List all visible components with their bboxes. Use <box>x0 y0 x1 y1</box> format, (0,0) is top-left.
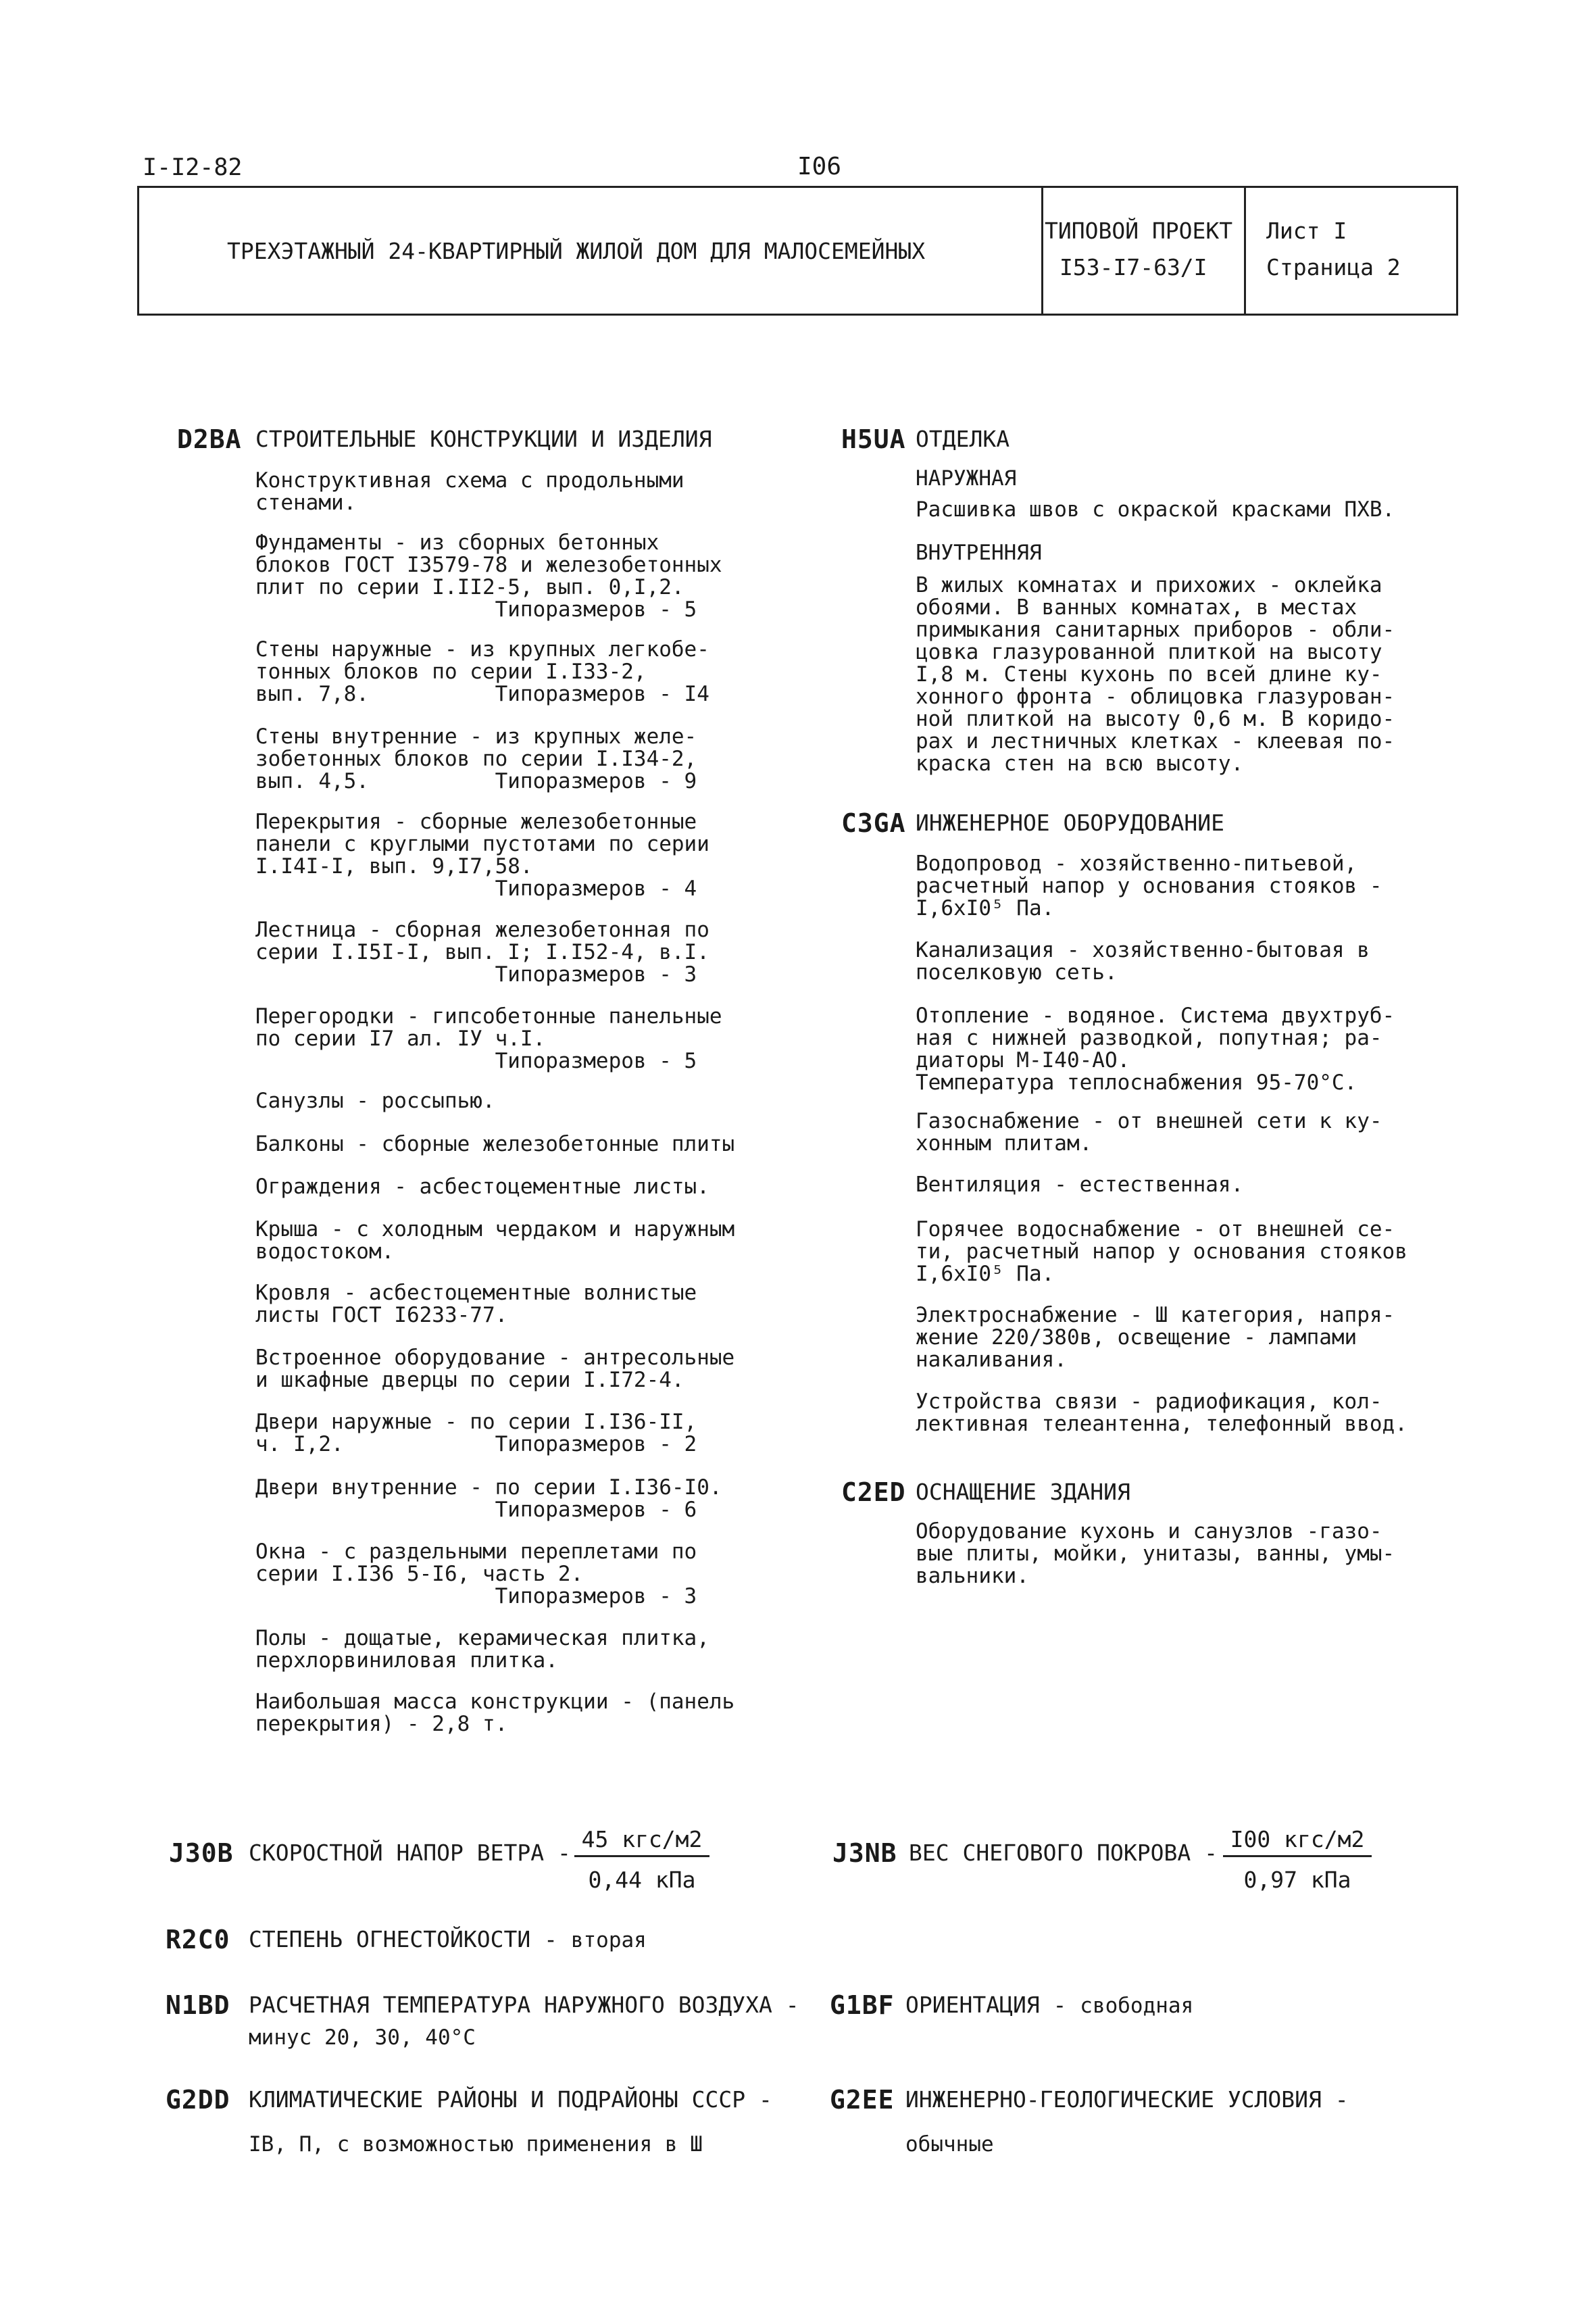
list-item: Газоснабжение - от внешней сети к ку- хонным плитам. <box>916 1109 1382 1156</box>
list-item: Встроенное оборудование - антресольные и шкафные дверцы по серии I.I72-4. <box>255 1346 735 1392</box>
param-code: J3NB <box>832 1838 897 1868</box>
list-item: Полы - дощатые, керамическая плитка, перхлорвиниловая плитка. <box>255 1626 709 1673</box>
list-item: Вентиляция - естественная. <box>916 1173 1244 1197</box>
orientation <box>905 1992 1193 2018</box>
param-code: G1BF <box>830 1990 895 2020</box>
snow-value-kgf: I00 кгс/м2 <box>1223 1826 1372 1857</box>
param-code: R2C0 <box>166 1925 230 1954</box>
temp-label: РАСЧЕТНАЯ ТЕМПЕРАТУРА НАРУЖНОГО ВОЗДУХА - <box>249 1992 799 2018</box>
list-item: Конструктивная схема с продольными стенами. <box>255 468 684 515</box>
doc-code: I-I2-82 <box>143 154 243 181</box>
snow-label: ВЕС СНЕГОВОГО ПОКРОВА - <box>909 1840 1218 1866</box>
list-item: Кровля - асбестоцементные волнистые листы ГОСТ I6233-77. <box>255 1281 697 1327</box>
fire-resistance <box>249 1926 647 1952</box>
list-item: Горячее водоснабжение - от внешней се- ти, расчетный напор у основания стояков I,6xI0⁵ Па. <box>916 1217 1407 1286</box>
list-item: Стены внутренние - из крупных желе- зобетонных блоков по серии I.I34-2, вып. 4,5. Типоразмеров - 9 <box>255 724 697 793</box>
list-item: Двери внутренние - по серии I.I36-I0. Типоразмеров - 6 <box>255 1475 722 1522</box>
section-code: C3GA <box>841 808 906 838</box>
temp-value: минус 20, 30, 40°С <box>249 2025 476 2050</box>
snow-value-kpa: 0,97 кПа <box>1243 1867 1351 1893</box>
page-number: I06 <box>797 153 842 180</box>
list-item: Водопровод - хозяйственно-питьевой, расчетный напор у основания стояков - I,6xI0⁵ Па. <box>916 852 1382 920</box>
document-title: ТРЕХЭТАЖНЫЙ 24-КВАРТИРНЫЙ ЖИЛОЙ ДОМ ДЛЯ МАЛОСЕМЕЙНЫХ <box>227 238 926 264</box>
climate-label: КЛИМАТИЧЕСКИЕ РАЙОНЫ И ПОДРАЙОНЫ СССР - <box>249 2086 772 2113</box>
section-code: D2BA <box>177 424 242 454</box>
geology-label: ИНЖЕНЕРНО-ГЕОЛОГИЧЕСКИЕ УСЛОВИЯ - <box>905 2086 1349 2113</box>
equipment-text: Оборудование кухонь и санузлов -газо- вые плиты, мойки, унитазы, ванны, умы- вальники. <box>916 1519 1395 1588</box>
list-item: Электроснабжение - Ш категория, напря- жение 220/380в, освещение - лампами накаливания. <box>916 1303 1395 1372</box>
list-item: Балконы - сборные железобетонные плиты <box>255 1132 735 1156</box>
page-of-sheet: Страница 2 <box>1266 254 1401 280</box>
title-block <box>137 186 1458 316</box>
wind-value-kpa: 0,44 кПа <box>588 1867 696 1893</box>
subheading-inner: ВНУТРЕННЯЯ <box>916 541 1042 565</box>
list-item: Фундаменты - из сборных бетонных блоков ГОСТ I3579-78 и железобетонных плит по серии I.II2-5, вып. 0,I,2. Типоразмеров - 5 <box>255 531 722 622</box>
list-item: Отопление - водяное. Система двухтруб- ная с нижней разводкой, попутная; ра- диаторы М-I40-АО. Температура теплоснабжения 95-70°С. <box>916 1004 1395 1095</box>
param-code: N1BD <box>166 1990 230 2020</box>
finish-inner-text: В жилых комнатах и прихожих - оклейка обоями. В ванных комнатах, в местах примыкания санитарных приборов - обли- цовка глазурованной плиткой на высоту I,8 м. Стены кухонь по всей длине ку- хонного фронта - облицовка глазурован- ной плиткой на высоту 0,6 м. В коридо- рах и лестничных клетках - клеевая по- краска стен на всю высоту. <box>916 573 1395 776</box>
subheading-outer: НАРУЖНАЯ <box>916 466 1017 491</box>
section-code: H5UA <box>841 424 906 454</box>
list-item: Крыша - с холодным чердаком и наружным водостоком. <box>255 1217 735 1264</box>
fire-value: вторая <box>570 1928 647 1952</box>
project-number: I53-I7-63/I <box>1059 254 1207 280</box>
snow-value <box>1223 1826 1372 1893</box>
project-label: ТИПОВОЙ ПРОЕКТ <box>1045 218 1233 244</box>
param-code: G2EE <box>830 2085 895 2115</box>
section-heading: СТРОИТЕЛЬНЫЕ КОНСТРУКЦИИ И ИЗДЕЛИЯ <box>255 426 712 452</box>
fire-label: СТЕПЕНЬ ОГНЕСТОЙКОСТИ - <box>249 1926 571 1952</box>
list-item: Двери наружные - по серии I.I36-II, ч. I,2. Типоразмеров - 2 <box>255 1410 697 1456</box>
orientation-value: свободная <box>1080 1994 1194 2018</box>
orientation-label: ОРИЕНТАЦИЯ - <box>905 1992 1080 2018</box>
finish-outer-text: Расшивка швов с окраской красками ПХВ. <box>916 497 1395 522</box>
list-item: Перегородки - гипсобетонные панельные по серии I7 ал. IУ ч.I. Типоразмеров - 5 <box>255 1004 722 1073</box>
wind-label: СКОРОСТНОЙ НАПОР ВЕТРА - <box>249 1840 571 1866</box>
list-item: Перекрытия - сборные железобетонные панели с круглыми пустотами по серии I.I4I-I, вып. 9,I7,58. Типоразмеров - 4 <box>255 810 709 901</box>
list-item: Санузлы - россыпью. <box>255 1089 495 1113</box>
param-code: J30B <box>169 1838 234 1868</box>
list-item: Канализация - хозяйственно-бытовая в поселковую сеть. <box>916 938 1370 985</box>
list-item: Устройства связи - радиофикация, кол- лективная телеантенна, телефонный ввод. <box>916 1389 1407 1436</box>
section-heading: ИНЖЕНЕРНОЕ ОБОРУДОВАНИЕ <box>916 810 1224 836</box>
wind-value-kgf: 45 кгс/м2 <box>574 1826 709 1857</box>
geology-value: обычные <box>905 2132 994 2157</box>
section-heading: ОТДЕЛКА <box>916 426 1010 452</box>
sheet-number: Лист I <box>1266 218 1347 244</box>
list-item: Ограждения - асбестоцементные листы. <box>255 1175 709 1199</box>
wind-value <box>574 1826 709 1893</box>
section-code: C2ED <box>841 1477 906 1507</box>
param-code: G2DD <box>166 2085 230 2115</box>
climate-value: IВ, П, с возможностью применения в Ш <box>249 2132 703 2157</box>
section-heading: ОСНАЩЕНИЕ ЗДАНИЯ <box>916 1479 1130 1505</box>
list-item: Окна - с раздельными переплетами по серии I.I36 5-I6, часть 2. Типоразмеров - 3 <box>255 1540 697 1608</box>
list-item: Стены наружные - из крупных легкобе- тонных блоков по серии I.I33-2, вып. 7,8. Типоразмеров - I4 <box>255 637 709 706</box>
list-item: Лестница - сборная железобетонная по серии I.I5I-I, вып. I; I.I52-4, в.I. Типоразмеров - 3 <box>255 918 709 987</box>
list-item: Наибольшая масса конструкции - (панель перекрытия) - 2,8 т. <box>255 1690 735 1736</box>
